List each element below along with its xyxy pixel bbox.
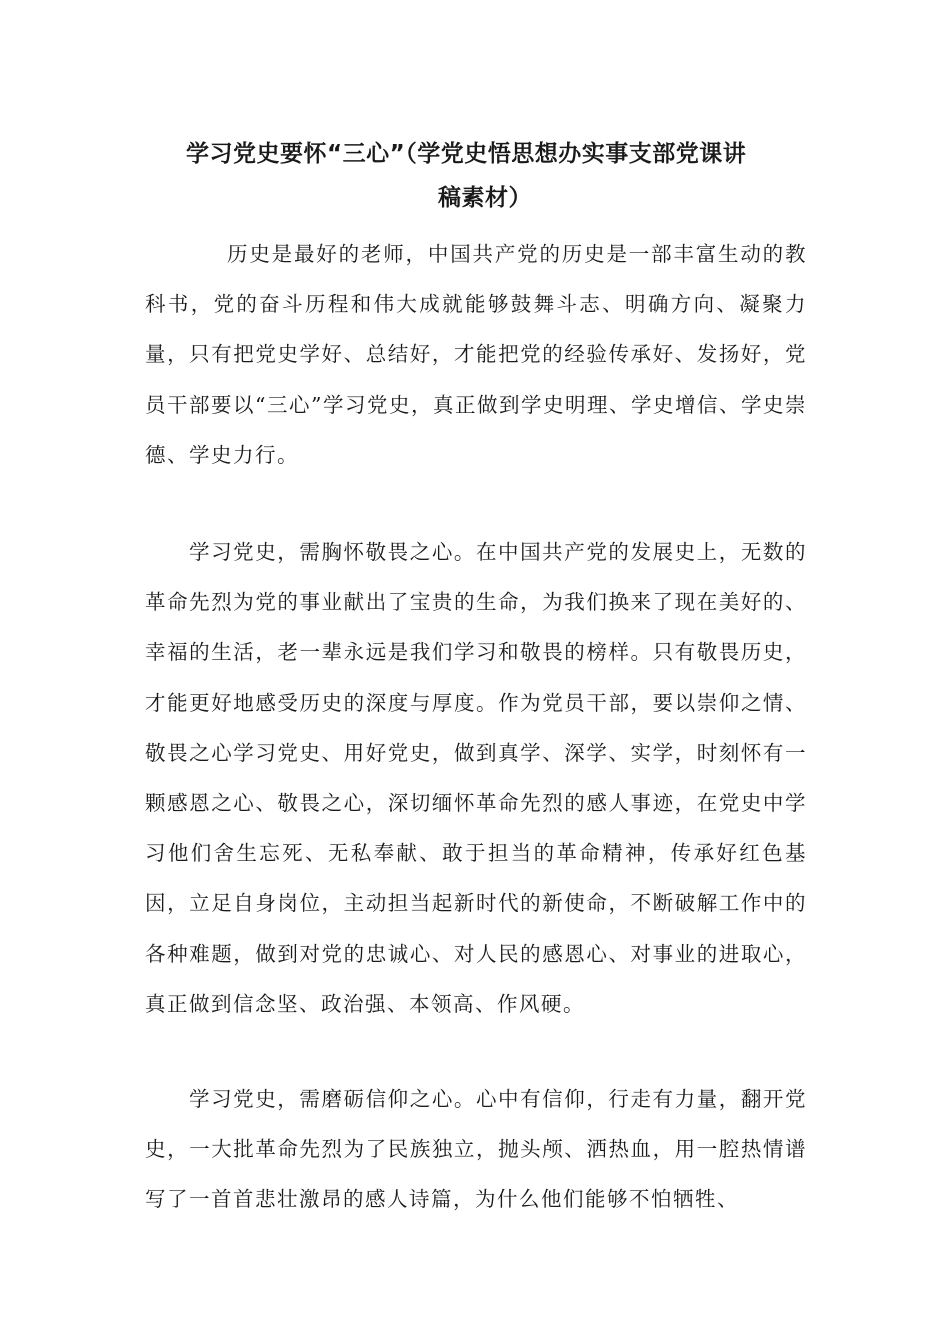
paragraph-reverence: 学习党史，需胸怀敬畏之心。在中国共产党的发展史上，无数的革命先烈为党的事业献出了宝贵的生命，为我们换来了现在美好的、幸福的生活，老一辈永远是我们学习和敬畏的榜样。只有敬畏历史，才能更好地感受历史的深度与厚度。作为党员干部，要以崇仰之情、敬畏之心学习党史、用好党史，做到真学、深学、实学，时刻怀有一颗感恩之心、敬畏之心，深切缅怀革命先烈的感人事迹，在党史中学习他们舍生忘死、无私奉献、敢于担当的革命精神，传承好红色基因，立足自身岗位，主动担当起新时代的新使命，不断破解工作中的各种难题，做到对党的忠诚心、对人民的感恩心、对事业的进取心，真正做到信念坚、政治强、本领高、作风硬。 bbox=[145, 540, 807, 1016]
paragraph-faith: 学习党史，需磨砺信仰之心。心中有信仰，行走有力量，翻开党史，一大批革命先烈为了民族独立，抛头颅、洒热血，用一腔热情谱写了一首首悲壮激昂的感人诗篇，为什么他们能够不怕牺牲、 bbox=[145, 1087, 807, 1212]
title-line-2: 稿素材） bbox=[438, 185, 532, 211]
document-title bbox=[140, 132, 830, 220]
title-line-1: 学习党史要怀“三心”（学党史悟思想办实事支部党课讲 bbox=[186, 141, 747, 167]
paragraph-intro: 历史是最好的老师，中国共产党的历史是一部丰富生动的教科书，党的奋斗历程和伟大成就能够鼓舞斗志、明确方向、凝聚力量，只有把党史学好、总结好，才能把党的经验传承好、发扬好，党员干部要以“三心”学习党史，真正做到学史明理、学史增信、学史崇德、学史力行。 bbox=[145, 242, 807, 467]
